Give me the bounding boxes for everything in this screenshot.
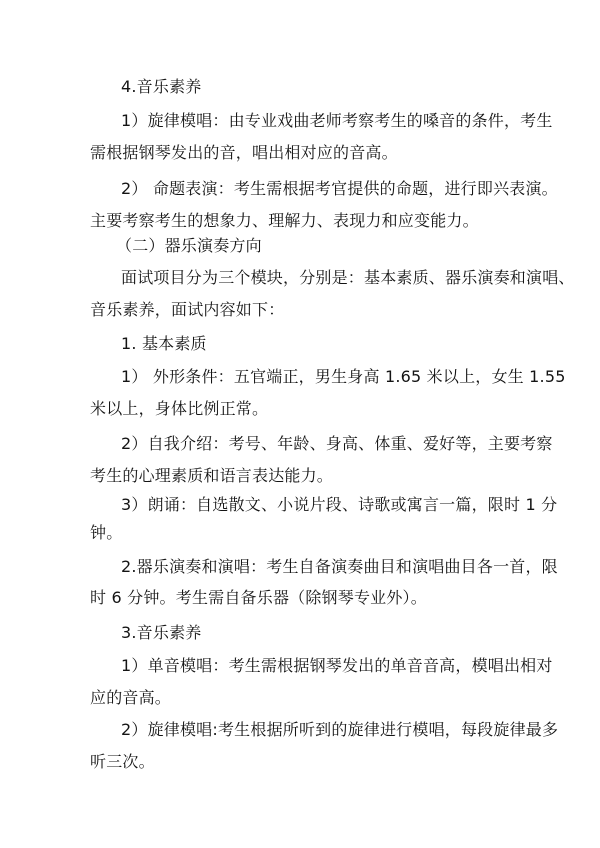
paragraph-line: 1）旋律模唱：由专业戏曲老师考察考生的嗓音的条件，考生 [121,111,553,130]
paragraph-line: 2） 命题表演：考生需根据考官提供的命题，进行即兴表演。 [121,179,558,198]
paragraph-line: 钟。 [90,523,123,542]
paragraph-line: 2.器乐演奏和演唱：考生自备演奏曲目和演唱曲目各一首，限 [121,557,558,576]
paragraph-line: 考生的心理素质和语言表达能力。 [90,466,334,485]
paragraph-line: 2）自我介绍：考号、年龄、身高、体重、爱好等，主要考察 [121,434,553,453]
paragraph-line: 面试项目分为三个模块，分别是：基本素质、器乐演奏和演唱、 [121,268,575,287]
section-heading: 4.音乐素养 [121,77,202,96]
paragraph-line: 主要考察考生的想象力、理解力、表现力和应变能力。 [90,211,479,230]
paragraph-line: 应的音高。 [90,688,172,707]
paragraph-line: 音乐素养，面试内容如下： [90,300,285,319]
paragraph-line: 2）旋律模唱:考生根据所听到的旋律进行模唱，每段旋律最多 [121,720,559,739]
section-heading: 1. 基本素质 [121,334,207,353]
paragraph-line: 听三次。 [90,752,155,771]
paragraph-line: 米以上，身体比例正常。 [90,399,269,418]
paragraph-line: 1） 外形条件：五官端正，男生身高 1.65 米以上，女生 1.55 [121,367,566,386]
paragraph-line: 1）单音模唱：考生需根据钢琴发出的单音音高，模唱出相对 [121,656,553,675]
paragraph-line: 3）朗诵：自选散文、小说片段、诗歌或寓言一篇，限时 1 分 [121,495,558,514]
section-heading: 3.音乐素养 [121,623,202,642]
paragraph-line: 时 6 分钟。考生需自备乐器（除钢琴专业外）。 [90,588,427,607]
section-heading: （二）器乐演奏方向 [116,236,262,255]
paragraph-line: 需根据钢琴发出的音，唱出相对应的音高。 [90,143,398,162]
